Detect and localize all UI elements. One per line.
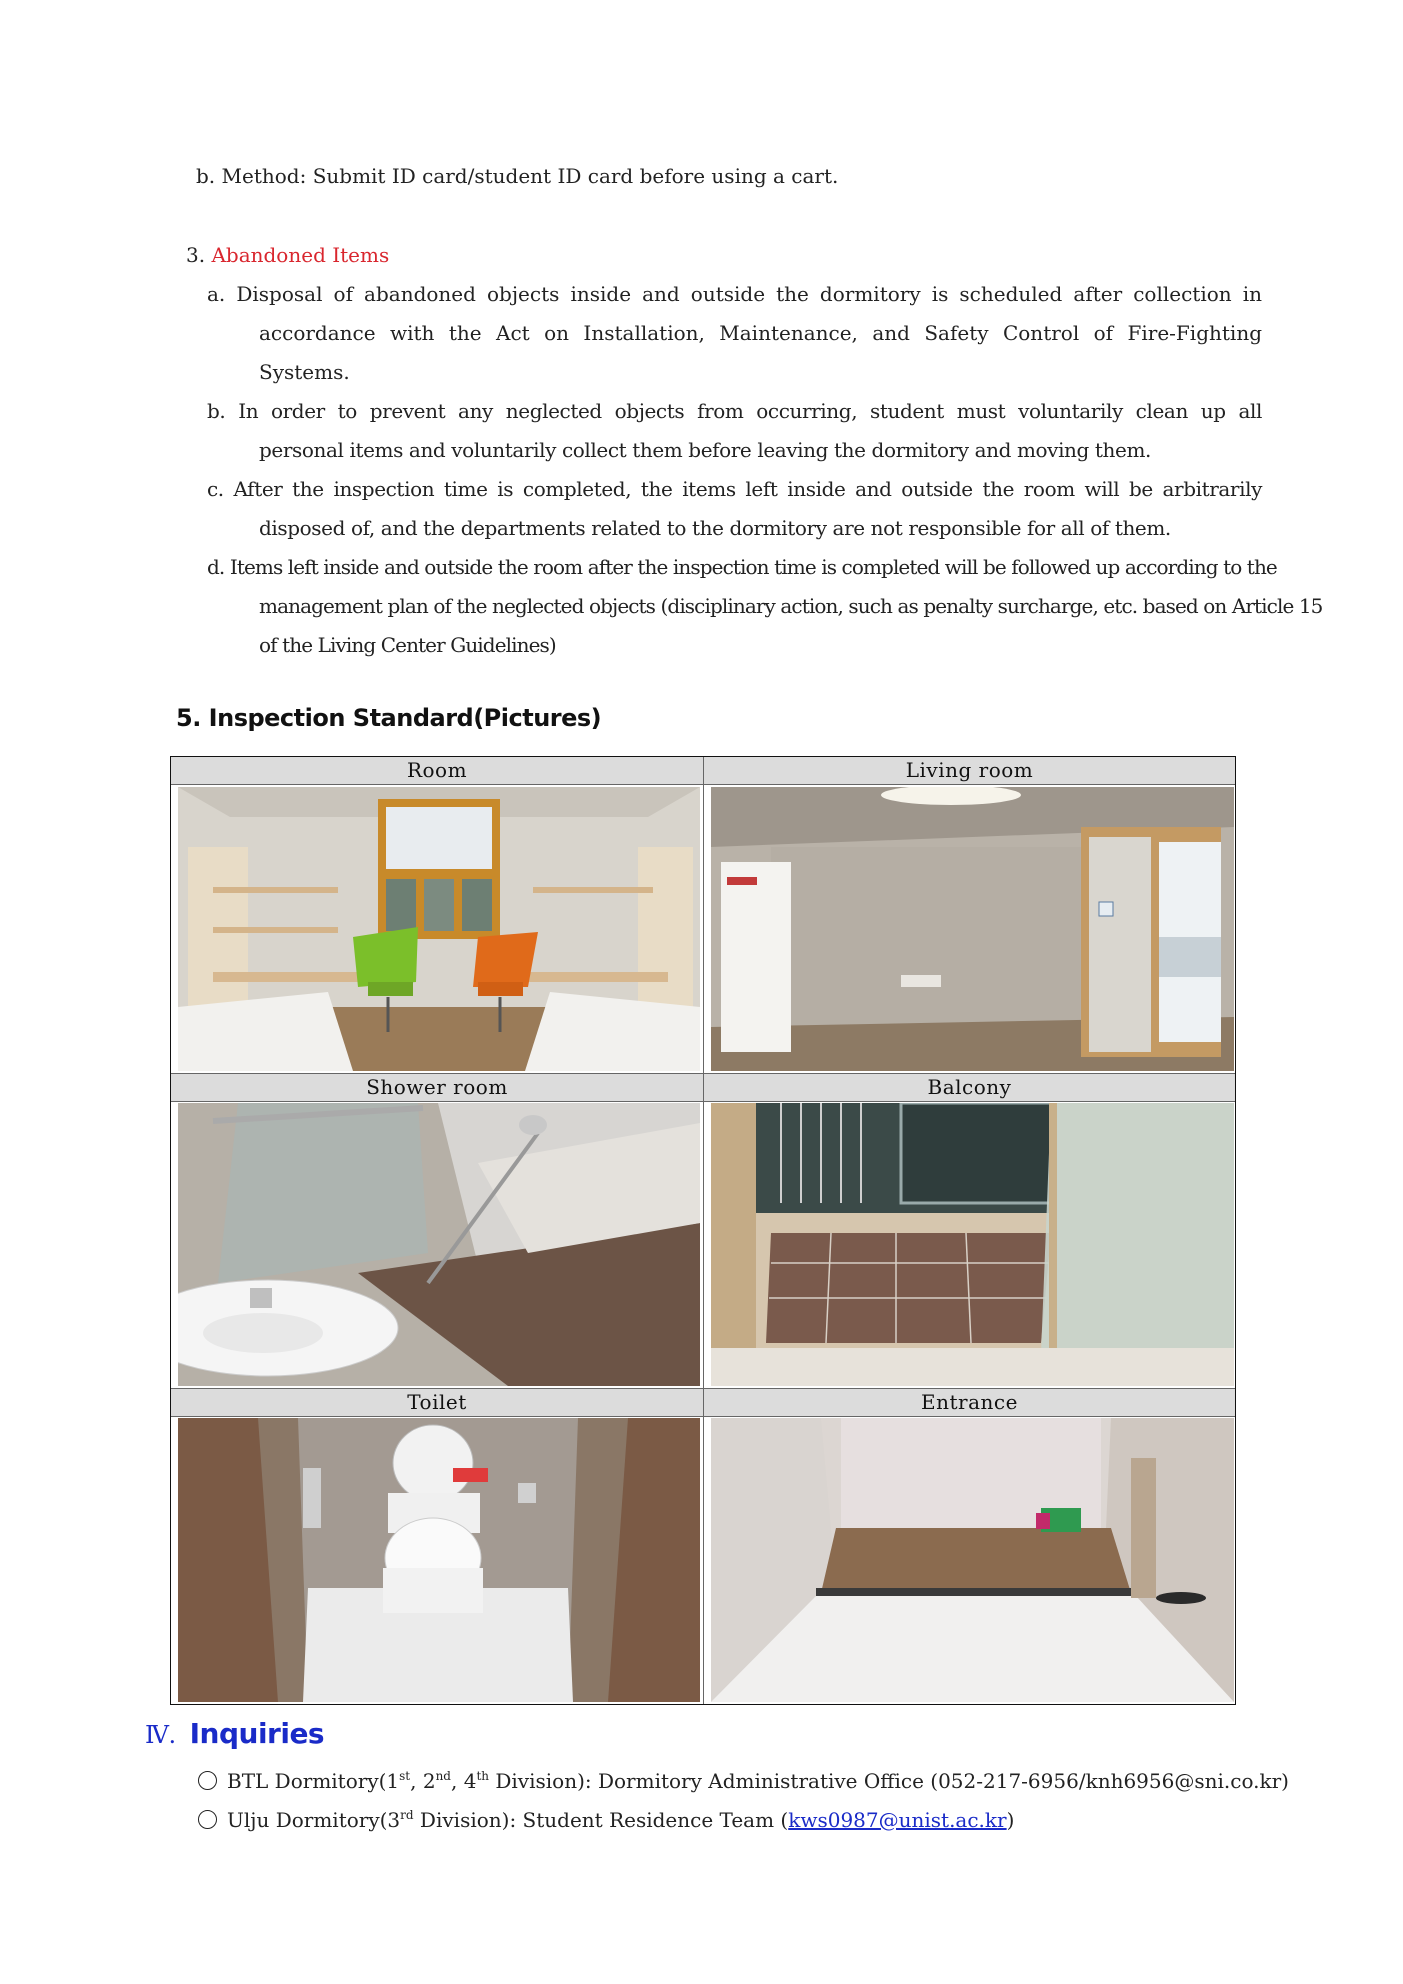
item-d-line-1: d. Items left inside and outside the room after the inspection time is completed will be followed up according to the (207, 555, 1277, 579)
cell-header-shower-room: Shower room (171, 1074, 703, 1102)
section3-title: Abandoned Items (211, 243, 390, 267)
item-d-line-2: management plan of the neglected objects (disciplinary action, such as penalty surcharge, etc. based on Article 15 (259, 594, 1323, 618)
inquiries-heading (145, 1717, 324, 1750)
method-line: b. Method: Submit ID card/student ID card before using a cart. (196, 164, 839, 188)
cell-header-toilet: Toilet (171, 1389, 703, 1417)
item-a-line-2: accordance with the Act on Installation, Maintenance, and Safety Control of Fire-Fighting (259, 321, 1262, 345)
table-column-divider (703, 757, 704, 1704)
section3-heading (186, 241, 389, 269)
room-photo (178, 787, 700, 1071)
item-c-line-2: disposed of, and the departments related to the dormitory are not responsible for all of them. (259, 516, 1171, 540)
cell-header-balcony: Balcony (704, 1074, 1235, 1102)
entrance-photo (711, 1418, 1234, 1702)
cell-header-room: Room (171, 757, 703, 785)
shower-room-photo (178, 1103, 700, 1386)
balcony-photo (711, 1103, 1234, 1386)
cell-header-living-room: Living room (704, 757, 1235, 785)
inquiry-btl-line: BTL Dormitory(1st, 2nd, 4th Division): Dormitory Administrative Office (052-217-6956/knh6956@sni.co.kr) (198, 1767, 1289, 1795)
item-a-line-1: a. Disposal of abandoned objects inside and outside the dormitory is scheduled after collection in (207, 282, 1262, 306)
section3-number: 3. (186, 243, 206, 267)
section4-roman: Ⅳ. (145, 1721, 176, 1749)
item-b-line-1: b. In order to prevent any neglected objects from occurring, student must voluntarily clean up all (207, 399, 1262, 423)
item-d-line-3: of the Living Center Guidelines) (259, 633, 556, 657)
inspection-picture-table (170, 756, 1236, 1705)
circle-bullet-icon (198, 1771, 217, 1790)
toilet-photo (178, 1418, 700, 1702)
cell-header-entrance: Entrance (704, 1389, 1235, 1417)
section4-title: Inquiries (189, 1717, 325, 1750)
email-link[interactable]: kws0987@unist.ac.kr (788, 1808, 1007, 1832)
item-b-line-2: personal items and voluntarily collect them before leaving the dormitory and moving them. (259, 438, 1151, 462)
item-c-line-1: c. After the inspection time is completed, the items left inside and outside the room will be arbitrarily (207, 477, 1262, 501)
inquiry-ulju-line: Ulju Dormitory(3rd Division): Student Residence Team (kws0987@unist.ac.kr) (198, 1806, 1014, 1834)
living-room-photo (711, 787, 1234, 1071)
item-a-line-3: Systems. (259, 360, 350, 384)
section5-heading: 5. Inspection Standard(Pictures) (176, 704, 602, 732)
circle-bullet-icon (198, 1810, 217, 1829)
